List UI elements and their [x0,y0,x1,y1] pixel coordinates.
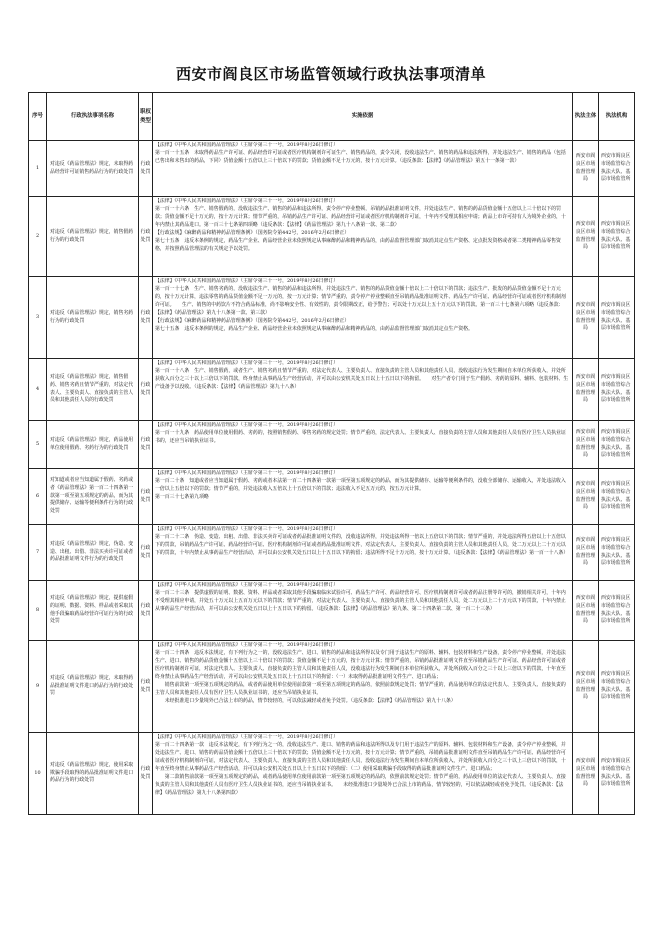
row-enforcement-subject: 西安市阎良区市场监督管理局 [573,277,599,359]
row-enforcement-subject: 西安市阎良区市场监督管理局 [573,197,599,277]
row-power-type: 行政处罚 [139,359,153,421]
table-row [29,277,635,359]
row-legal-basis [153,277,573,359]
row-enforcement-org: 西安市阎良区市场监管综合执法大队、基层市场监管所 [599,197,635,277]
basis-paragraph: 【法律】《中华人民共和国药品管理法》（主席令第三十一号，2019年8月26日修订） [155,582,339,588]
basis-paragraph: 【行政法规】《麻醉药品和精神药品管理条例》（国务院令第442号，2016年2月6日修正） [155,317,350,324]
row-enforcement-org: 西安市阎良区市场监管综合执法大队、基层市场监管所 [599,469,635,525]
row-enforcement-org: 西安市阎良区市场监管综合执法大队、基层市场监管所 [599,277,635,359]
row-legal-basis [153,359,573,421]
basis-paragraph: 第一百二十四条第一款 违反本法规定，有下列行为之一的，没收违法生产、进口、销售的药品和违法所得以及专门用于违法生产的原料、辅料、包装材料和生产设备，责令停产停业整顿，并处违法生产、进口、销售的药品货值金额十五倍以上三十倍以下的罚款；货值金额不足十万元的，按十万元计算；情节严重的，吊销药品批准证明文件直至吊销药品生产许可证、药品经营许可证或者医疗机构制剂许可证，对法定代表人、主要负责人、直接负责的主管人员和其他责任人员，没收违法行为发生期间自本单位所获收入，并处所获收入百分之三十以上三倍以下的罚款，十年直至终身禁止从事药品生产经营活动，并可以由公安机关处五日以上十五日以下的拘留：（二）使用采取欺骗手段取得的药品批准证明文件生产、进口药品； [155,741,566,772]
row-enforcement-org: 西安市阎良区市场监管综合执法大队、基层市场监管所 [599,525,635,581]
row-power-type: 行政处罚 [139,141,153,197]
row-item-name: 对违反《药品管理法》规定，使用采取欺骗手段取得的药品批准证明文件进口药品行为的行政处罚 [47,733,139,815]
basis-paragraph: 【法律】《中华人民共和国药品管理法》（主席令第三十一号，2019年8月26日修订） [155,278,339,284]
table-row [29,141,635,197]
table-row [29,421,635,469]
row-legal-basis [153,421,573,469]
row-legal-basis [153,733,573,815]
basis-paragraph: 【法律】《中华人民共和国药品管理法》（主席令第三十一号，2019年8月26日修订） [155,360,339,366]
basis-paragraph: 【法律】《中华人民共和国药品管理法》（主席令第三十一号，2019年8月26日修订） [155,142,339,148]
row-legal-basis [153,469,573,525]
basis-paragraph: 第一百二十三条 提供虚假的证明、数据、资料、样品或者采取其他手段骗取临床试验许可、药品生产许可、药品经营许可、医疗机构制剂许可或者药品注册等许可的，撤销相关许可，十年内不受理其相应申请，并处五十万元以上五百万元以下的罚款；情节严重的，对法定代表人、主要负责人、直接负责的主管人员和其他责任人员，处二万元以上二十万元以下的罚款，十年内禁止从事药品生产经营活动，并可以由公安机关处五日以上十五日以下的拘留。（违反条款：【法律】《药品管理法》第九条、第二十四条第二款、第一百二十三条） [155,589,566,612]
header-legal-basis: 实施依据 [153,93,573,141]
table-row [29,197,635,277]
row-enforcement-org: 西安市阎良区市场监管综合执法大队、基层市场监管所 [599,581,635,641]
row-item-name: 对违反《药品管理法》规定，伪造、变造、出租、出借、非法买卖许可证或者药品批准证明文件行为的行政处罚 [47,525,139,581]
row-power-type: 行政处罚 [139,421,153,469]
row-item-name: 对违反《药品管理法》规定，销售劣药行为的行政处罚 [47,277,139,359]
table-body [29,141,635,815]
row-number: 2 [29,197,47,277]
row-item-name: 对知道或者应当知道属于假药、劣药或者《药品管理法》第一百二十四条第一款第一项至第五项规定的药品，而为其提供储存、运输等便利条件行为的行政处罚 [47,469,139,525]
basis-paragraph: 第一百一十八条 生产、销售假药，或者生产、销售劣药且情节严重的，对法定代表人、主要负责人、直接负责的主管人员和其他责任人员，没收违法行为发生期间自本单位所获收入，并处所获收入百分之三十以上三倍以下的罚款，终身禁止从事药品生产经营活动，并可以由公安机关处五日以上十五日以下的拘留。 对生产者专门用于生产假药、劣药的原料、辅料、包装材料、生产设备予以没收。（违反条款：【法律】《药品管理法》第九十八条） [155,367,569,390]
row-enforcement-subject: 西安市阎良区市场监督管理局 [573,733,599,815]
document-title: 西安市阎良区市场监管领域行政执法事项清单 [175,65,486,83]
row-enforcement-org: 西安市阎良区市场监管综合执法大队、基层市场监管所 [599,641,635,733]
basis-paragraph: 【法律】《中华人民共和国药品管理法》（主席令第三十一号，2019年8月26日修订） [155,642,339,648]
row-enforcement-subject: 西安市阎良区市场监督管理局 [573,359,599,421]
basis-paragraph: 销售前款第一项至第五项规定的药品，或者药品使用单位使用前款第一项至第五项规定的药品的，依照前款规定处罚；情节严重的，药品使用单位的法定代表人、主要负责人、直接负责的主管人员和其他责任人员有医疗卫生人员执业证书的，还应当吊销执业证书。 [155,681,566,696]
row-number: 9 [29,641,47,733]
row-item-name: 对违反《药品管理法》规定，销售假药、销售劣药且情节严重的，对法定代表人、主要负责人、直接负责的主管人员和其他责任人员的行政处罚 [47,359,139,421]
row-power-type: 行政处罚 [139,197,153,277]
row-number: 1 [29,141,47,197]
basis-paragraph: 第一百一十六条 生产、销售假药的，没收违法生产、销售的药品和违法所得，责令停产停业整顿，吊销药品批准证明文件，并处违法生产、销售的药品货值金额十五倍以上三十倍以下的罚款；货值金额不足十万元的，按十万元计算；情节严重的，吊销药品生产许可证、药品经营许可证或者医疗机构制剂许可证，十年内不受理其相应申请；药品上市许可持有人为境外企业的，十年内禁止其药品进口。第一百三十七条第四项略（违反条款：【法律】《药品管理法》第九十八条第一款、第二款） [155,205,566,228]
basis-paragraph: 【法律】《中华人民共和国药品管理法》（主席令第三十一号，2019年8月26日修订） [155,422,339,428]
row-item-name: 对违反《药品管理法》规定，药品使用单位使用假药、劣药行为的行政处罚 [47,421,139,469]
basis-paragraph: 第一百一十九条 药品使用单位使用假药、劣药的，按照销售假药、零售劣药的规定处罚；情节严重的，法定代表人、主要负责人、直接负责的主管人员和其他责任人员有医疗卫生人员执业证书的，还应当吊销执业证书。 [155,429,566,444]
row-number: 10 [29,733,47,815]
row-enforcement-subject: 西安市阎良区市场监督管理局 [573,421,599,469]
table-row [29,581,635,641]
row-enforcement-org: 西安市阎良区市场监管综合执法大队、基层市场监管所 [599,141,635,197]
row-item-name: 对违反《药品管理法》规定，未取得药品批准证明文件进口药品行为的行政处罚 [47,641,139,733]
row-number: 5 [29,421,47,469]
row-legal-basis [153,641,573,733]
header-no: 序号 [29,93,47,141]
row-legal-basis [153,525,573,581]
basis-paragraph: 【法律】《中华人民共和国药品管理法》（主席令第三十一号，2019年8月26日修订） [155,734,339,740]
row-item-name: 对违反《药品管理法》规定，提供虚假的证明、数据、资料、样品或者采取其他手段骗取药品经营许可证行为的行政处罚 [47,581,139,641]
row-power-type: 行政处罚 [139,525,153,581]
row-number: 7 [29,525,47,581]
row-number: 6 [29,469,47,525]
basis-paragraph: 第一百一十五条 未取得药品生产许可证、药品经营许可证或者医疗机构制剂许可证生产、销售药品的，责令关闭，没收违法生产、销售的药品和违法所得，并处违法生产、销售的药品（包括已售出和未售出的药品，下同）货值金额十五倍以上三十倍以下的罚款；货值金额不足十万元的，按十万元计算。（违反条款：【法律】《药品管理法》第五十一条第一款） [155,149,566,164]
row-legal-basis [153,141,573,197]
basis-paragraph: 第七十五条 违反本条例的规定，药品生产企业、药品经营企业未依照规定从事麻醉药品和精神药品的，由药品监督管理部门取消其定点生产资格、定点批发资格或者第二类精神药品零售资格，并按照药品管理法的有关规定予以处罚。 [155,237,561,252]
row-legal-basis [153,197,573,277]
header-enforcement-subject: 执法主体 [573,93,599,141]
table-row [29,641,635,733]
basis-paragraph: 第一百二十条 知道或者应当知道属于假药、劣药或者本法第一百二十四条第一款第一项至第五项规定的药品，而为其提供储存、运输等便利条件的，没收全部储存、运输收入，并处违法收入一倍以上五倍以下的罚款；情节严重的，并处违法收入五倍以上十五倍以下的罚款；违法收入不足五万元的，按五万元计算。 [155,477,566,492]
table-row [29,469,635,525]
basis-paragraph: 【行政法规】《麻醉药品和精神药品管理条例》（国务院令第442号，2016年2月6日修正） [155,229,350,236]
table-row [29,525,635,581]
basis-paragraph: 【法律】《中华人民共和国药品管理法》（主席令第三十一号，2019年8月26日修订） [155,198,339,204]
basis-paragraph: 第一百三十七条第九项略 [155,493,209,500]
row-power-type: 行政处罚 [139,277,153,359]
header-item-name: 行政执法事项名称 [47,93,139,141]
row-power-type: 行政处罚 [139,733,153,815]
row-enforcement-subject: 西安市阎良区市场监督管理局 [573,525,599,581]
header-enforcement-org: 执法机构 [599,93,635,141]
enforcement-items-table [28,92,635,815]
basis-paragraph: 第七十五条 违反本条例的规定，药品生产企业、药品经营企业未依照规定从事麻醉药品和精神药品的，由药品监督管理部门取消其定点生产资格。 [155,325,473,332]
basis-paragraph: 第二款销售前款第一项至第五项规定的药品，或者药品使用单位使用前款第一项至第五项规定的药品的，依照前款规定处罚；情节严重的，药品使用单位的法定代表人、主要负责人、直接负责的主管人员和其他责任人员有医疗卫生人员执业证书的，还应当吊销执业证书。 未经批准进口少量境外已合法上市的药品，情节较轻的，可以依法减轻或者免予处罚。（违反条款：【法律】《药品管理法》第九十八条第四款） [155,773,566,796]
row-item-name: 对违反《药品管理法》规定，销售假药行为的行政处罚 [47,197,139,277]
basis-paragraph: 第一百二十二条 伪造、变造、出租、出借、非法买卖许可证或者药品批准证明文件的，没收违法所得，并处违法所得一倍以上五倍以下的罚款；情节严重的，并处违法所得五倍以上十五倍以下的罚款，吊销药品生产许可证、药品经营许可证、医疗机构制剂许可证或者药品批准证明文件，对法定代表人、主要负责人、直接负责的主管人员和其他责任人员，处二万元以上二十万元以下的罚款，十年内禁止从事药品生产经营活动，并可以由公安机关处五日以上十五日以下的拘留；违法所得不足十万元的，按十万元计算。（违反条款：【法律】《药品管理法》第一百一十八条） [155,533,569,556]
table-row [29,359,635,421]
row-enforcement-subject: 西安市阎良区市场监督管理局 [573,469,599,525]
row-enforcement-org: 西安市阎良区市场监管综合执法大队、基层市场监管所 [599,733,635,815]
table-row [29,733,635,815]
row-power-type: 行政处罚 [139,641,153,733]
basis-paragraph: 第一百二十四条 违反本法规定，有下列行为之一的，没收违法生产、进口、销售的药品和违法所得以及专门用于违法生产的原料、辅料、包装材料和生产设备，责令停产停业整顿，并处违法生产、进口、销售的药品货值金额十五倍以上三十倍以下的罚款；货值金额不足十万元的，按十万元计算；情节严重的，吊销药品批准证明文件直至吊销药品生产许可证、药品经营许可证或者医疗机构制剂许可证，对法定代表人、主要负责人、直接负责的主管人员和其他责任人员，没收违法行为发生期间自本单位所获收入，并处所获收入百分之三十以上三倍以下的罚款，十年直至终身禁止从事药品生产经营活动，并可以由公安机关处五日以上十五日以下的拘留：（一）未取得药品批准证明文件生产、进口药品； [155,649,566,680]
row-item-name: 对违反《药品管理法》规定，未取得药品经营许可证销售药品行为的行政处罚 [47,141,139,197]
row-legal-basis [153,581,573,641]
row-number: 8 [29,581,47,641]
row-enforcement-subject: 西安市阎良区市场监督管理局 [573,141,599,197]
row-number: 3 [29,277,47,359]
basis-paragraph: 【法律】《中华人民共和国药品管理法》（主席令第三十一号，2019年8月26日修订） [155,470,339,476]
row-power-type: 行政处罚 [139,581,153,641]
header-power-type: 职权类型 [139,93,153,141]
row-power-type: 行政处罚 [139,469,153,525]
basis-paragraph: 第一百一十七条 生产、销售劣药的，没收违法生产、销售的药品和违法所得，并处违法生产、销售的药品货值金额十倍以上二十倍以下的罚款；违法生产、批发的药品货值金额不足十万元的，按十万元计算，违法零售的药品货值金额不足一万元的，按一万元计算；情节严重的，责令停产停业整顿直至吊销药品批准证明文件、药品生产许可证、药品经营许可证或者医疗机构制剂许可证。 生产、销售的中药饮片不符合药品标准，尚不影响安全性、有效性的，责令限期改正，给予警告；可以处十万元以上五十万元以下的罚款。第一百三十七条第六项略（违反条款：【法律】《药品管理法》第九十八条第一款、第三款） [155,285,566,316]
basis-paragraph: 未经批准进口少量境外已合法上市的药品，情节较轻的，可以依法减轻或者免予处罚。（违反条款：【法律】《药品管理法》第九十八条） [155,697,456,704]
row-number: 4 [29,359,47,421]
basis-paragraph: 【法律】《中华人民共和国药品管理法》（主席令第三十一号，2019年8月26日修订） [155,526,339,532]
row-enforcement-org: 西安市阎良区市场监管综合执法大队、基层市场监管所 [599,359,635,421]
row-enforcement-org: 西安市阎良区市场监管综合执法大队、基层市场监管所 [599,421,635,469]
row-enforcement-subject: 西安市阎良区市场监督管理局 [573,581,599,641]
row-enforcement-subject: 西安市阎良区市场监督管理局 [573,641,599,733]
table-header-row [29,93,635,141]
